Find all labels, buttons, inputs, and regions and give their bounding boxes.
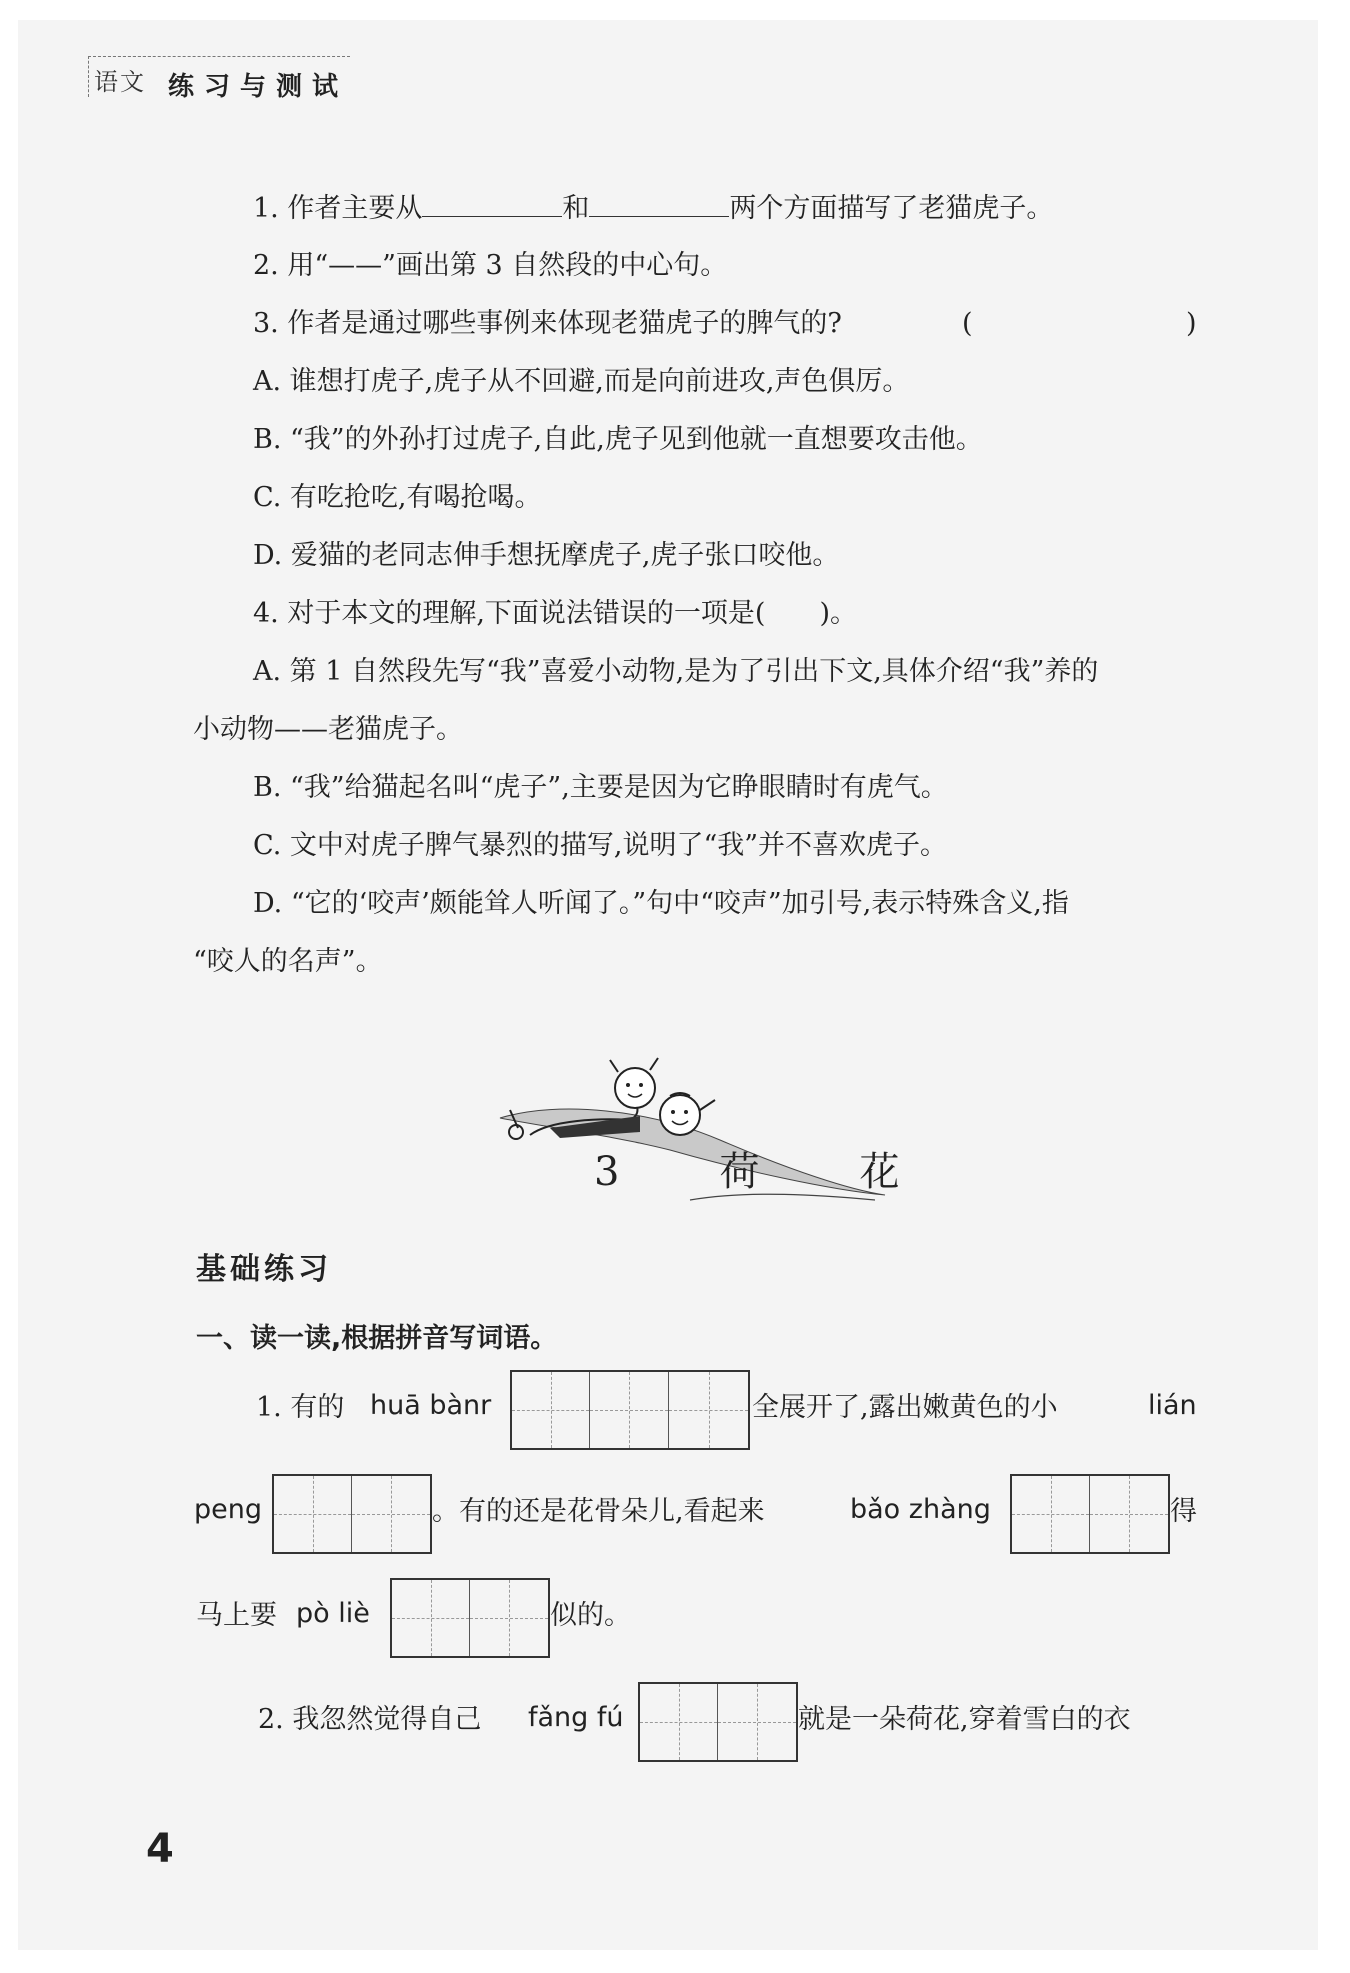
pinyin-peng: peng [194, 1494, 263, 1525]
question-1 [253, 190, 1053, 227]
answer-grid-5[interactable] [638, 1682, 798, 1762]
question-3: 3. 作者是通过哪些事例来体现老猫虎子的脾气的? [253, 308, 842, 339]
question-4: 4. 对于本文的理解,下面说法错误的一项是( )。 [253, 598, 857, 629]
pinyin-hua-banr: huā bànr [370, 1390, 492, 1421]
chapter-title [594, 1140, 929, 1197]
chapter-number: 3 [594, 1149, 650, 1195]
item-2-prefix: 2. 我忽然觉得自己 [258, 1704, 482, 1735]
question-1-text-c: 两个方面描写了老猫虎子。 [729, 193, 1054, 224]
q4-option-a-line2: 小动物——老猫虎子。 [193, 714, 463, 745]
q3-option-d: D. 爱猫的老同志伸手想抚摩虎子,虎子张口咬他。 [253, 540, 840, 571]
q4-option-c: C. 文中对虎子脾气暴烈的描写,说明了“我”并不喜欢虎子。 [253, 830, 948, 861]
item-1-prefix: 1. 有的 [256, 1392, 345, 1423]
part-1-title: 一、读一读,根据拼音写词语。 [196, 1323, 558, 1354]
answer-blank-2[interactable] [589, 190, 729, 217]
answer-paren-open[interactable]: ( [962, 308, 973, 339]
item-1-text-5: 似的。 [550, 1600, 631, 1631]
header-subject: 语文 [94, 68, 146, 96]
answer-paren-close[interactable]: ) [1186, 308, 1197, 339]
question-2: 2. 用“——”画出第 3 自然段的中心句。 [253, 250, 728, 281]
pinyin-po-lie: pò liè [296, 1598, 370, 1629]
chapter-name: 荷 花 [719, 1149, 930, 1195]
item-1-text-3: 得 [1170, 1496, 1197, 1527]
page-number: 4 [146, 1826, 174, 1872]
answer-grid-1[interactable] [510, 1370, 750, 1450]
q3-option-b: B. “我”的外孙打过虎子,自此,虎子见到他就一直想要攻击他。 [253, 424, 983, 455]
question-1-text-a: 1. 作者主要从 [253, 193, 423, 224]
q4-option-d-line2: “咬人的名声”。 [193, 946, 383, 977]
q4-option-a-line1: A. 第 1 自然段先写“我”喜爱小动物,是为了引出下文,具体介绍“我”养的 [253, 656, 1099, 687]
section-title: 基础练习 [196, 1252, 332, 1287]
question-1-text-b: 和 [562, 193, 590, 224]
item-1-text-2: 。有的还是花骨朵儿,看起来 [432, 1496, 765, 1527]
q4-option-b: B. “我”给猫起名叫“虎子”,主要是因为它睁眼睛时有虎气。 [253, 772, 948, 803]
item-1-text-1: 全展开了,露出嫩黄色的小 [752, 1392, 1058, 1423]
item-1-text-4: 马上要 [196, 1600, 277, 1631]
answer-grid-4[interactable] [390, 1578, 550, 1658]
pinyin-bao-zhang: bǎo zhàng [850, 1494, 991, 1525]
q3-option-c: C. 有吃抢吃,有喝抢喝。 [253, 482, 542, 513]
item-2-text-1: 就是一朵荷花,穿着雪白的衣 [798, 1704, 1131, 1735]
q4-option-d-line1: D. “它的‘咬声’颇能耸人听闻了。”句中“咬声”加引号,表示特殊含义,指 [253, 888, 1069, 919]
answer-grid-2[interactable] [272, 1474, 432, 1554]
answer-grid-3[interactable] [1010, 1474, 1170, 1554]
pinyin-fang-fu: fǎng fú [528, 1702, 624, 1733]
header-title: 练习与测试 [168, 72, 349, 102]
pinyin-lian: lián [1148, 1390, 1197, 1421]
q3-option-a: A. 谁想打虎子,虎子从不回避,而是向前进攻,声色俱厉。 [253, 366, 910, 397]
answer-blank-1[interactable] [422, 190, 562, 217]
